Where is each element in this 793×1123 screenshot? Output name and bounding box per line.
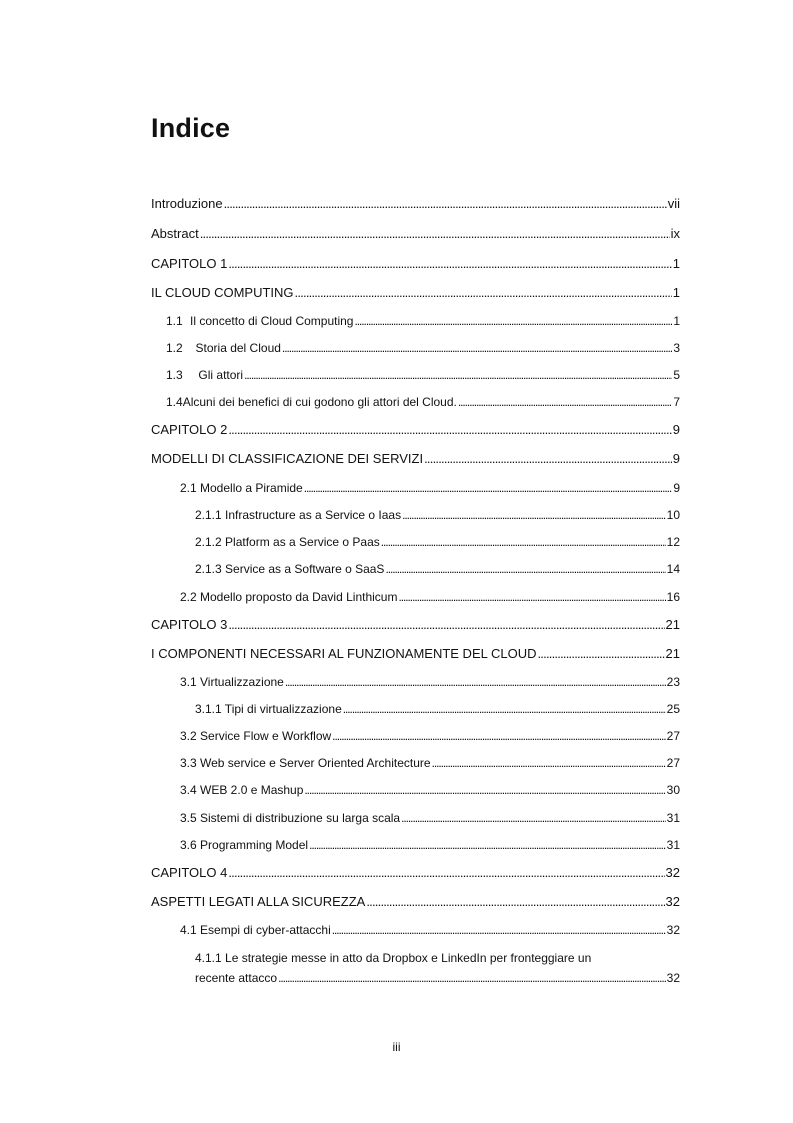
toc-entry-page: vii xyxy=(667,196,680,211)
toc-entry-label: Introduzione xyxy=(151,196,223,211)
dot-leader xyxy=(309,836,666,854)
dot-leader xyxy=(398,588,665,606)
dot-leader xyxy=(295,284,672,302)
toc-entry-page: 21 xyxy=(665,617,680,632)
dot-leader xyxy=(282,339,672,357)
toc-entry-label: Gli attori xyxy=(198,368,244,382)
toc-entry-page: 32 xyxy=(665,865,680,880)
toc-entry-page: 5 xyxy=(673,368,680,382)
toc-entry-label: 3.3 Web service e Server Oriented Architecture xyxy=(180,756,431,770)
dot-leader xyxy=(537,645,664,663)
toc-entry-label: 2.1.2 Platform as a Service o Paas xyxy=(195,535,380,549)
dot-leader xyxy=(228,255,671,273)
toc-entry-page: 9 xyxy=(672,422,680,437)
toc-entry-capitolo-1[interactable] xyxy=(151,255,680,273)
dot-leader xyxy=(381,533,666,551)
toc-entry-label: Il concetto di Cloud Computing xyxy=(190,314,354,328)
toc-entry-aspetti-legati[interactable] xyxy=(151,893,680,911)
dot-leader xyxy=(200,225,670,243)
toc-entry-label: ASPETTI LEGATI ALLA SICUREZZA xyxy=(151,894,366,909)
toc-entry-modelli-di-classificazione[interactable] xyxy=(151,450,680,468)
dot-leader xyxy=(401,809,666,827)
toc-entry-introduzione[interactable] xyxy=(151,195,680,213)
toc-entry-page: 23 xyxy=(666,675,680,689)
toc-entry-page: 32 xyxy=(665,894,680,909)
toc-entry-3-5[interactable] xyxy=(180,809,680,827)
toc-entry-capitolo-3[interactable] xyxy=(151,616,680,634)
toc-entry-page: 30 xyxy=(666,783,680,797)
toc-entry-1-2[interactable] xyxy=(166,339,680,357)
toc-entry-label: 3.1 Virtualizzazione xyxy=(180,675,284,689)
dot-leader xyxy=(278,968,666,988)
toc-entry-capitolo-2[interactable] xyxy=(151,421,680,439)
toc-entry-label: 3.5 Sistemi di distribuzione su larga scala xyxy=(180,811,401,825)
toc-entry-number: 1.3 xyxy=(166,368,183,382)
toc-entry-label: Alcuni dei benefici di cui godono gli attori del Cloud. xyxy=(182,395,457,409)
toc-entry-page: 10 xyxy=(666,508,680,522)
dot-leader xyxy=(304,781,665,799)
page-number: iii xyxy=(392,1040,401,1054)
dot-leader xyxy=(424,450,672,468)
dot-leader xyxy=(228,616,664,634)
toc-entry-label: I COMPONENTI NECESSARI AL FUNZIONAMENTE DEL CLOUD xyxy=(151,646,537,661)
dot-leader xyxy=(354,312,672,330)
dot-leader xyxy=(332,727,665,745)
toc-entry-3-1-1[interactable] xyxy=(195,700,680,718)
toc-entry-label: 4.1.1 Le strategie messe in atto da Dropbox e LinkedIn per fronteggiare un xyxy=(195,951,592,965)
toc-entry-3-4[interactable] xyxy=(180,781,680,799)
dot-leader xyxy=(332,921,666,939)
dot-leader xyxy=(402,506,666,524)
toc-entry-label: CAPITOLO 3 xyxy=(151,617,228,632)
toc-entry-page: 21 xyxy=(665,646,680,661)
toc-entry-label: 2.1.3 Service as a Software o SaaS xyxy=(195,562,385,576)
toc-entry-page: 9 xyxy=(672,451,680,466)
toc-entry-page: 9 xyxy=(673,481,680,495)
toc-entry-3-1[interactable] xyxy=(180,673,680,691)
toc-entry-il-cloud-computing[interactable] xyxy=(151,284,680,302)
toc-entry-page: ix xyxy=(670,226,680,241)
toc-entry-3-3[interactable] xyxy=(180,754,680,772)
toc-entry-page: 32 xyxy=(666,923,680,937)
toc-entry-label: 2.1 Modello a Piramide xyxy=(180,481,303,495)
toc-entry-2-1-1[interactable] xyxy=(195,506,680,524)
dot-leader xyxy=(343,700,666,718)
toc-entry-page: 25 xyxy=(666,702,680,716)
toc-entry-label: 4.1 Esempi di cyber-attacchi xyxy=(180,923,331,937)
toc-entry-label: 3.4 WEB 2.0 e Mashup xyxy=(180,783,304,797)
toc-entry-label: MODELLI DI CLASSIFICAZIONE DEI SERVIZI xyxy=(151,451,424,466)
toc-entry-label: 2.2 Modello proposto da David Linthicum xyxy=(180,590,398,604)
toc-entry-2-1-2[interactable] xyxy=(195,533,680,551)
toc-entry-1-1[interactable] xyxy=(166,312,680,330)
toc-entry-page: 16 xyxy=(666,590,680,604)
toc-entry-4-1[interactable] xyxy=(180,921,680,939)
toc-entry-number: 1.2 xyxy=(166,341,183,355)
toc-entry-3-2[interactable] xyxy=(180,727,680,745)
dot-leader xyxy=(285,673,666,691)
dot-leader xyxy=(228,421,671,439)
toc-entry-label: 2.1.1 Infrastructure as a Service o Iaas xyxy=(195,508,402,522)
toc-entry-page: 31 xyxy=(666,811,680,825)
toc-entry-number: 1.1 xyxy=(166,314,183,328)
toc-entry-2-1[interactable] xyxy=(180,479,680,497)
dot-leader xyxy=(385,560,665,578)
toc-entry-page: 3 xyxy=(673,341,680,355)
dot-leader xyxy=(244,366,672,384)
toc-entry-label: CAPITOLO 1 xyxy=(151,256,228,271)
toc-entry-label: 3.6 Programming Model xyxy=(180,838,309,852)
toc-entry-page: 1 xyxy=(672,285,680,300)
dot-leader xyxy=(228,864,664,882)
toc-entry-i-componenti[interactable] xyxy=(151,645,680,663)
toc-entry-page: 27 xyxy=(666,729,680,743)
toc-entry-2-1-3[interactable] xyxy=(195,560,680,578)
toc-entry-page: 14 xyxy=(666,562,680,576)
toc-entry-1-3[interactable] xyxy=(166,366,680,384)
dot-leader xyxy=(224,195,667,213)
toc-entry-label: IL CLOUD COMPUTING xyxy=(151,285,294,300)
dot-leader xyxy=(458,393,672,411)
toc-entry-page: 31 xyxy=(666,838,680,852)
toc-entry-label-continued: recente attacco xyxy=(195,971,278,985)
toc-entry-page: 27 xyxy=(666,756,680,770)
toc-entry-number: 1.4 xyxy=(166,395,183,409)
toc-entry-label: 3.2 Service Flow e Workflow xyxy=(180,729,332,743)
page-title: Indice xyxy=(151,113,231,143)
toc-entry-label: Abstract xyxy=(151,226,199,241)
toc-entry-label: 3.1.1 Tipi di virtualizzazione xyxy=(195,702,342,716)
toc-entry-capitolo-4[interactable] xyxy=(151,864,680,882)
dot-leader xyxy=(366,893,664,911)
toc-entry-label: Storia del Cloud xyxy=(195,341,281,355)
toc-entry-4-1-1[interactable] xyxy=(195,948,680,988)
toc-entry-label: CAPITOLO 2 xyxy=(151,422,228,437)
toc-entry-page: 12 xyxy=(666,535,680,549)
toc-entry-1-4[interactable] xyxy=(166,393,680,411)
toc-entry-abstract[interactable] xyxy=(151,225,680,243)
dot-leader xyxy=(304,479,673,497)
toc-entry-page: 1 xyxy=(673,314,680,328)
toc-entry-2-2[interactable] xyxy=(180,588,680,606)
toc-entry-page: 1 xyxy=(672,256,680,271)
toc-entry-label: CAPITOLO 4 xyxy=(151,865,228,880)
toc-entry-page: 7 xyxy=(673,395,680,409)
toc-entry-page: 32 xyxy=(666,971,680,985)
dot-leader xyxy=(432,754,666,772)
toc-entry-3-6[interactable] xyxy=(180,836,680,854)
